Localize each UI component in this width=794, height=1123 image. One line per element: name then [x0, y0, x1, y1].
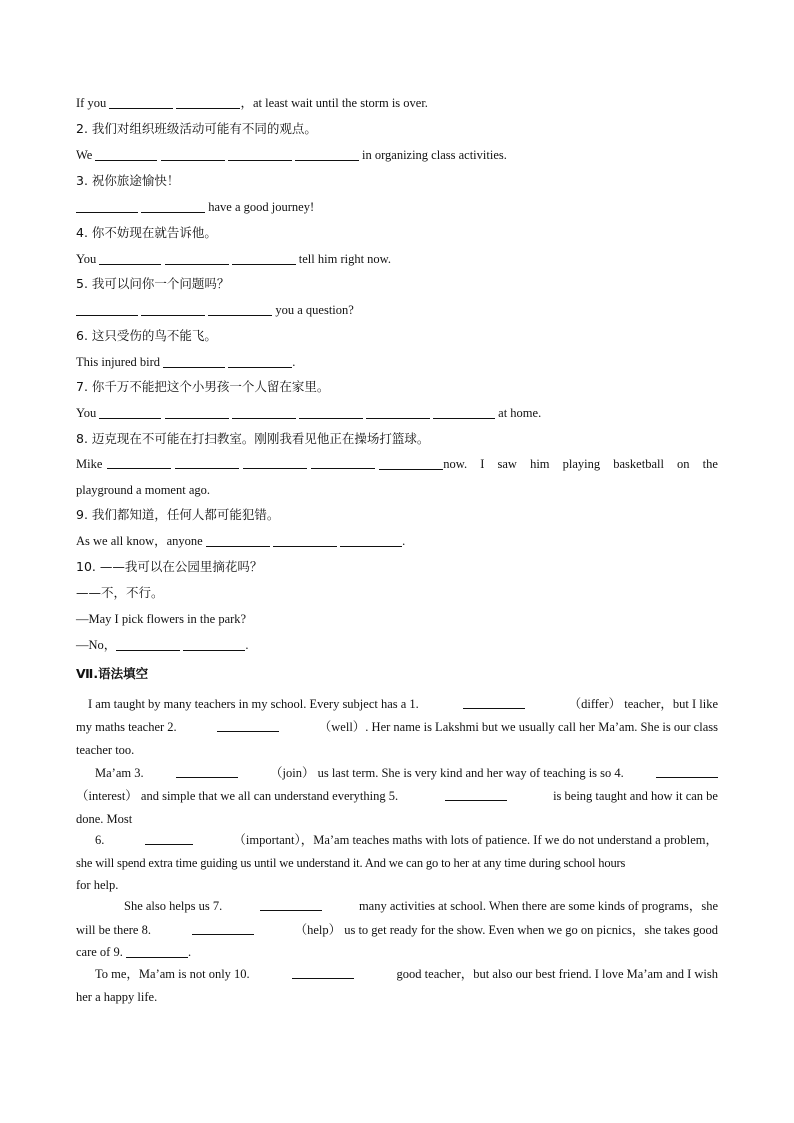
- q10-english-1: —May I pick flowers in the park?: [76, 612, 247, 626]
- answer-blank[interactable]: [366, 405, 430, 419]
- answer-blank[interactable]: [192, 921, 254, 935]
- q6-after: .: [292, 355, 296, 369]
- q5-chinese: 5. 我可以问你一个问题吗？: [76, 276, 230, 291]
- answer-blank[interactable]: [165, 251, 229, 265]
- q10-chinese-1: 10. ——我可以在公园里摘花吗？: [76, 559, 263, 574]
- q1-after: ，at least wait until the storm is over.: [240, 96, 428, 110]
- q10-line: [76, 636, 249, 654]
- q9-before: As we all know，anyone: [76, 534, 203, 548]
- answer-blank[interactable]: [340, 533, 402, 547]
- answer-blank[interactable]: [161, 147, 225, 161]
- q4-before: You: [76, 252, 97, 266]
- answer-blank[interactable]: [176, 764, 238, 778]
- q10-chinese-2: ——不，不行。: [76, 585, 164, 600]
- q8-chinese: 8. 迈克现在不可能在打扫教室。刚刚我看见他正在操场打篮球。: [76, 431, 430, 446]
- q6-line: [76, 353, 295, 371]
- q7-line: [76, 404, 541, 422]
- answer-blank[interactable]: [311, 455, 375, 469]
- answer-blank[interactable]: [228, 354, 292, 368]
- answer-blank[interactable]: [208, 302, 272, 316]
- q3-line: [76, 198, 314, 216]
- answer-blank[interactable]: [292, 965, 354, 979]
- answer-blank[interactable]: [141, 199, 205, 213]
- passage-line: She also helps us 7. many activities at school. When there are some kinds of programs，she: [124, 899, 718, 913]
- q10-before: —No，: [76, 638, 117, 652]
- answer-blank[interactable]: [232, 405, 296, 419]
- passage-line: （interest） and simple that we all can understand everything 5. is being taught and how it can be: [76, 789, 718, 803]
- q5-line: [76, 301, 354, 319]
- passage-line: To me，Ma’am is not only 10. good teacher，but also our best friend. I love Ma’am and I wish: [95, 967, 718, 981]
- q3-after: have a good journey!: [208, 200, 315, 214]
- q8-line2: playground a moment ago.: [76, 483, 210, 497]
- answer-blank[interactable]: [95, 147, 157, 161]
- passage-line: care of 9. .: [76, 945, 192, 959]
- answer-blank[interactable]: [126, 944, 188, 958]
- answer-blank[interactable]: [99, 405, 161, 419]
- answer-blank[interactable]: [445, 787, 507, 801]
- answer-blank[interactable]: [232, 251, 296, 265]
- q9-chinese: 9. 我们都知道，任何人都可能犯错。: [76, 507, 280, 522]
- passage-line: for help.: [76, 878, 119, 892]
- q8-before: Mike: [76, 457, 103, 471]
- answer-blank[interactable]: [463, 695, 525, 709]
- q9-after: .: [402, 534, 406, 548]
- q8-after: now. I saw him playing basketball on the: [443, 457, 718, 471]
- answer-blank[interactable]: [175, 455, 239, 469]
- answer-blank[interactable]: [165, 405, 229, 419]
- q1-before: If you: [76, 96, 107, 110]
- answer-blank[interactable]: [260, 897, 322, 911]
- answer-blank[interactable]: [176, 95, 240, 109]
- answer-blank[interactable]: [295, 147, 359, 161]
- answer-blank[interactable]: [76, 199, 138, 213]
- answer-blank[interactable]: [116, 637, 180, 651]
- answer-blank[interactable]: [145, 831, 193, 845]
- answer-blank[interactable]: [228, 147, 292, 161]
- passage-line: I am taught by many teachers in my school. Every subject has a 1. （differ） teacher，but I like: [88, 697, 718, 711]
- q7-chinese: 7. 你千万不能把这个小男孩一个人留在家里。: [76, 379, 330, 394]
- q5-after: you a question?: [275, 303, 354, 317]
- q2-before: We: [76, 148, 93, 162]
- answer-blank[interactable]: [656, 764, 718, 778]
- answer-blank[interactable]: [99, 251, 161, 265]
- answer-blank[interactable]: [107, 455, 171, 469]
- passage-line: my maths teacher 2. （well）. Her name is Lakshmi but we usually call her Ma’am. She is our class: [76, 720, 718, 734]
- q4-chinese: 4. 你不妨现在就告诉他。: [76, 225, 217, 240]
- answer-blank[interactable]: [379, 456, 443, 470]
- passage-line: she will spend extra time guiding us until we understand it. And we can go to her at any time during school hours: [76, 856, 626, 870]
- passage-line: will be there 8. （help） us to get ready for the show. Even when we go on picnics，she takes good: [76, 923, 718, 937]
- section-heading: Ⅶ.语法填空: [76, 666, 149, 681]
- q1-line: [76, 94, 428, 112]
- answer-blank[interactable]: [217, 718, 279, 732]
- passage-line: 6. （important），Ma’am teaches maths with lots of patience. If we do not understand a problem，: [95, 833, 718, 847]
- answer-blank[interactable]: [183, 637, 245, 651]
- q6-chinese: 6. 这只受伤的鸟不能飞。: [76, 328, 217, 343]
- answer-blank[interactable]: [163, 354, 225, 368]
- answer-blank[interactable]: [433, 405, 495, 419]
- q10-after: .: [245, 638, 249, 652]
- q2-chinese: 2. 我们对组织班级活动可能有不同的观点。: [76, 121, 317, 136]
- passage-line: Ma’am 3. （join） us last term. She is very kind and her way of teaching is so 4.: [95, 764, 718, 782]
- answer-blank[interactable]: [206, 533, 270, 547]
- passage-line: teacher too.: [76, 743, 135, 757]
- answer-blank[interactable]: [299, 405, 363, 419]
- passage-line: her a happy life.: [76, 990, 158, 1004]
- q2-after: in organizing class activities.: [361, 148, 507, 162]
- q8-line: [76, 455, 718, 473]
- answer-blank[interactable]: [141, 302, 205, 316]
- answer-blank[interactable]: [243, 455, 307, 469]
- q6-before: This injured bird: [76, 355, 161, 369]
- q4-after: tell him right now.: [298, 252, 392, 266]
- q4-line: [76, 250, 391, 268]
- answer-blank[interactable]: [273, 533, 337, 547]
- passage-line: done. Most: [76, 812, 133, 826]
- q2-line: [76, 146, 507, 164]
- answer-blank[interactable]: [76, 302, 138, 316]
- q7-after: at home.: [498, 406, 542, 420]
- q9-line: [76, 532, 405, 550]
- answer-blank[interactable]: [109, 95, 173, 109]
- q7-before: You: [76, 406, 97, 420]
- q3-chinese: 3. 祝你旅途愉快！: [76, 173, 180, 188]
